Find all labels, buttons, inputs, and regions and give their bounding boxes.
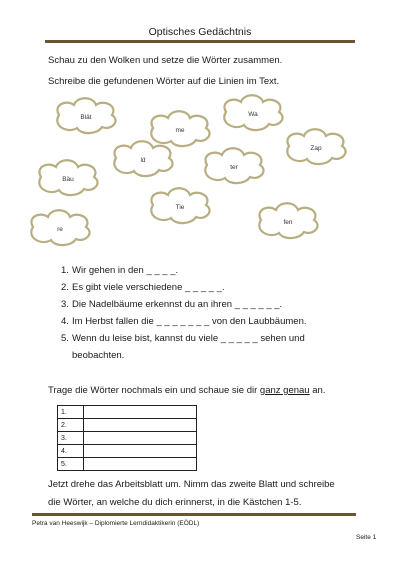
cloud-syllable: ter — [230, 164, 238, 171]
word-cloud — [57, 98, 115, 133]
answer-row: 4. — [58, 445, 197, 458]
cloud-syllable: Tie — [175, 204, 185, 211]
word-cloud — [39, 160, 97, 195]
task-item: 3. Die Nadelbäume erkennst du an ihren _ _ _ _ _ _. — [61, 299, 283, 310]
word-cloud — [114, 141, 172, 176]
task-item: 4. Im Herbst fallen die _ _ _ _ _ _ _ von den Laubbäumen. — [61, 316, 307, 327]
task-item: 5. Wenn du leise bist, kannst du viele _ _ _ _ _ sehen und — [61, 333, 305, 344]
emphasis-text: ganz genau — [259, 385, 310, 396]
cloud-syllable: me — [175, 127, 185, 134]
word-cloud — [259, 203, 317, 238]
word-cloud — [151, 188, 209, 223]
cloud-syllable: Bäu — [62, 176, 74, 183]
cloud-syllable: ld — [140, 157, 146, 164]
page-title: Optisches Gedächtnis — [148, 26, 252, 38]
answer-boxes — [57, 405, 197, 471]
page-number: Seite 1 — [356, 534, 377, 541]
word-cloud — [287, 129, 345, 164]
answer-box[interactable] — [84, 445, 197, 458]
instruction-2: Schreibe die gefundenen Wörter auf die Linien im Text. — [48, 76, 280, 87]
footer-author: Petra van Heeswijk – Diplomierte Lerndidaktikerin (EÖDL) — [32, 520, 200, 527]
cloud-syllable: re — [57, 226, 63, 233]
final-instruction-1: Jetzt drehe das Arbeitsblatt um. Nimm das zweite Blatt und schreibe — [48, 479, 335, 490]
answer-box[interactable] — [84, 458, 197, 471]
word-cloud — [224, 95, 282, 130]
cloud-syllable: Blät — [80, 114, 92, 121]
word-cloud — [31, 210, 89, 245]
answer-row: 1. — [58, 406, 197, 419]
task-item: 1. Wir gehen in den _ _ _ _. — [61, 265, 179, 276]
word-cloud — [151, 111, 209, 146]
final-instruction-2: die Wörter, an welche du dich erinnerst, in die Kästchen 1-5. — [48, 497, 302, 508]
answer-row: 5. — [58, 458, 197, 471]
answer-box[interactable] — [84, 406, 197, 419]
cloud-syllable: Zap — [310, 145, 322, 152]
answer-box[interactable] — [84, 419, 197, 432]
answer-row: 3. — [58, 432, 197, 445]
task-item-continuation: beobachten. — [72, 350, 125, 361]
answer-row: 2. — [58, 419, 197, 432]
footer-rule — [32, 513, 356, 516]
answer-box[interactable] — [84, 432, 197, 445]
task-list — [48, 262, 307, 364]
instruction-1: Schau zu den Wolken und setze die Wörter zusammen. — [48, 55, 283, 66]
repeat-instruction: Trage die Wörter nochmals ein und schaue sie dir ganz genau an. — [48, 385, 326, 396]
cloud-syllable: fen — [283, 219, 293, 226]
task-item: 2. Es gibt viele verschiedene _ _ _ _ _. — [61, 282, 225, 293]
cloud-syllable: Wa — [248, 111, 258, 118]
word-cloud — [205, 148, 263, 183]
